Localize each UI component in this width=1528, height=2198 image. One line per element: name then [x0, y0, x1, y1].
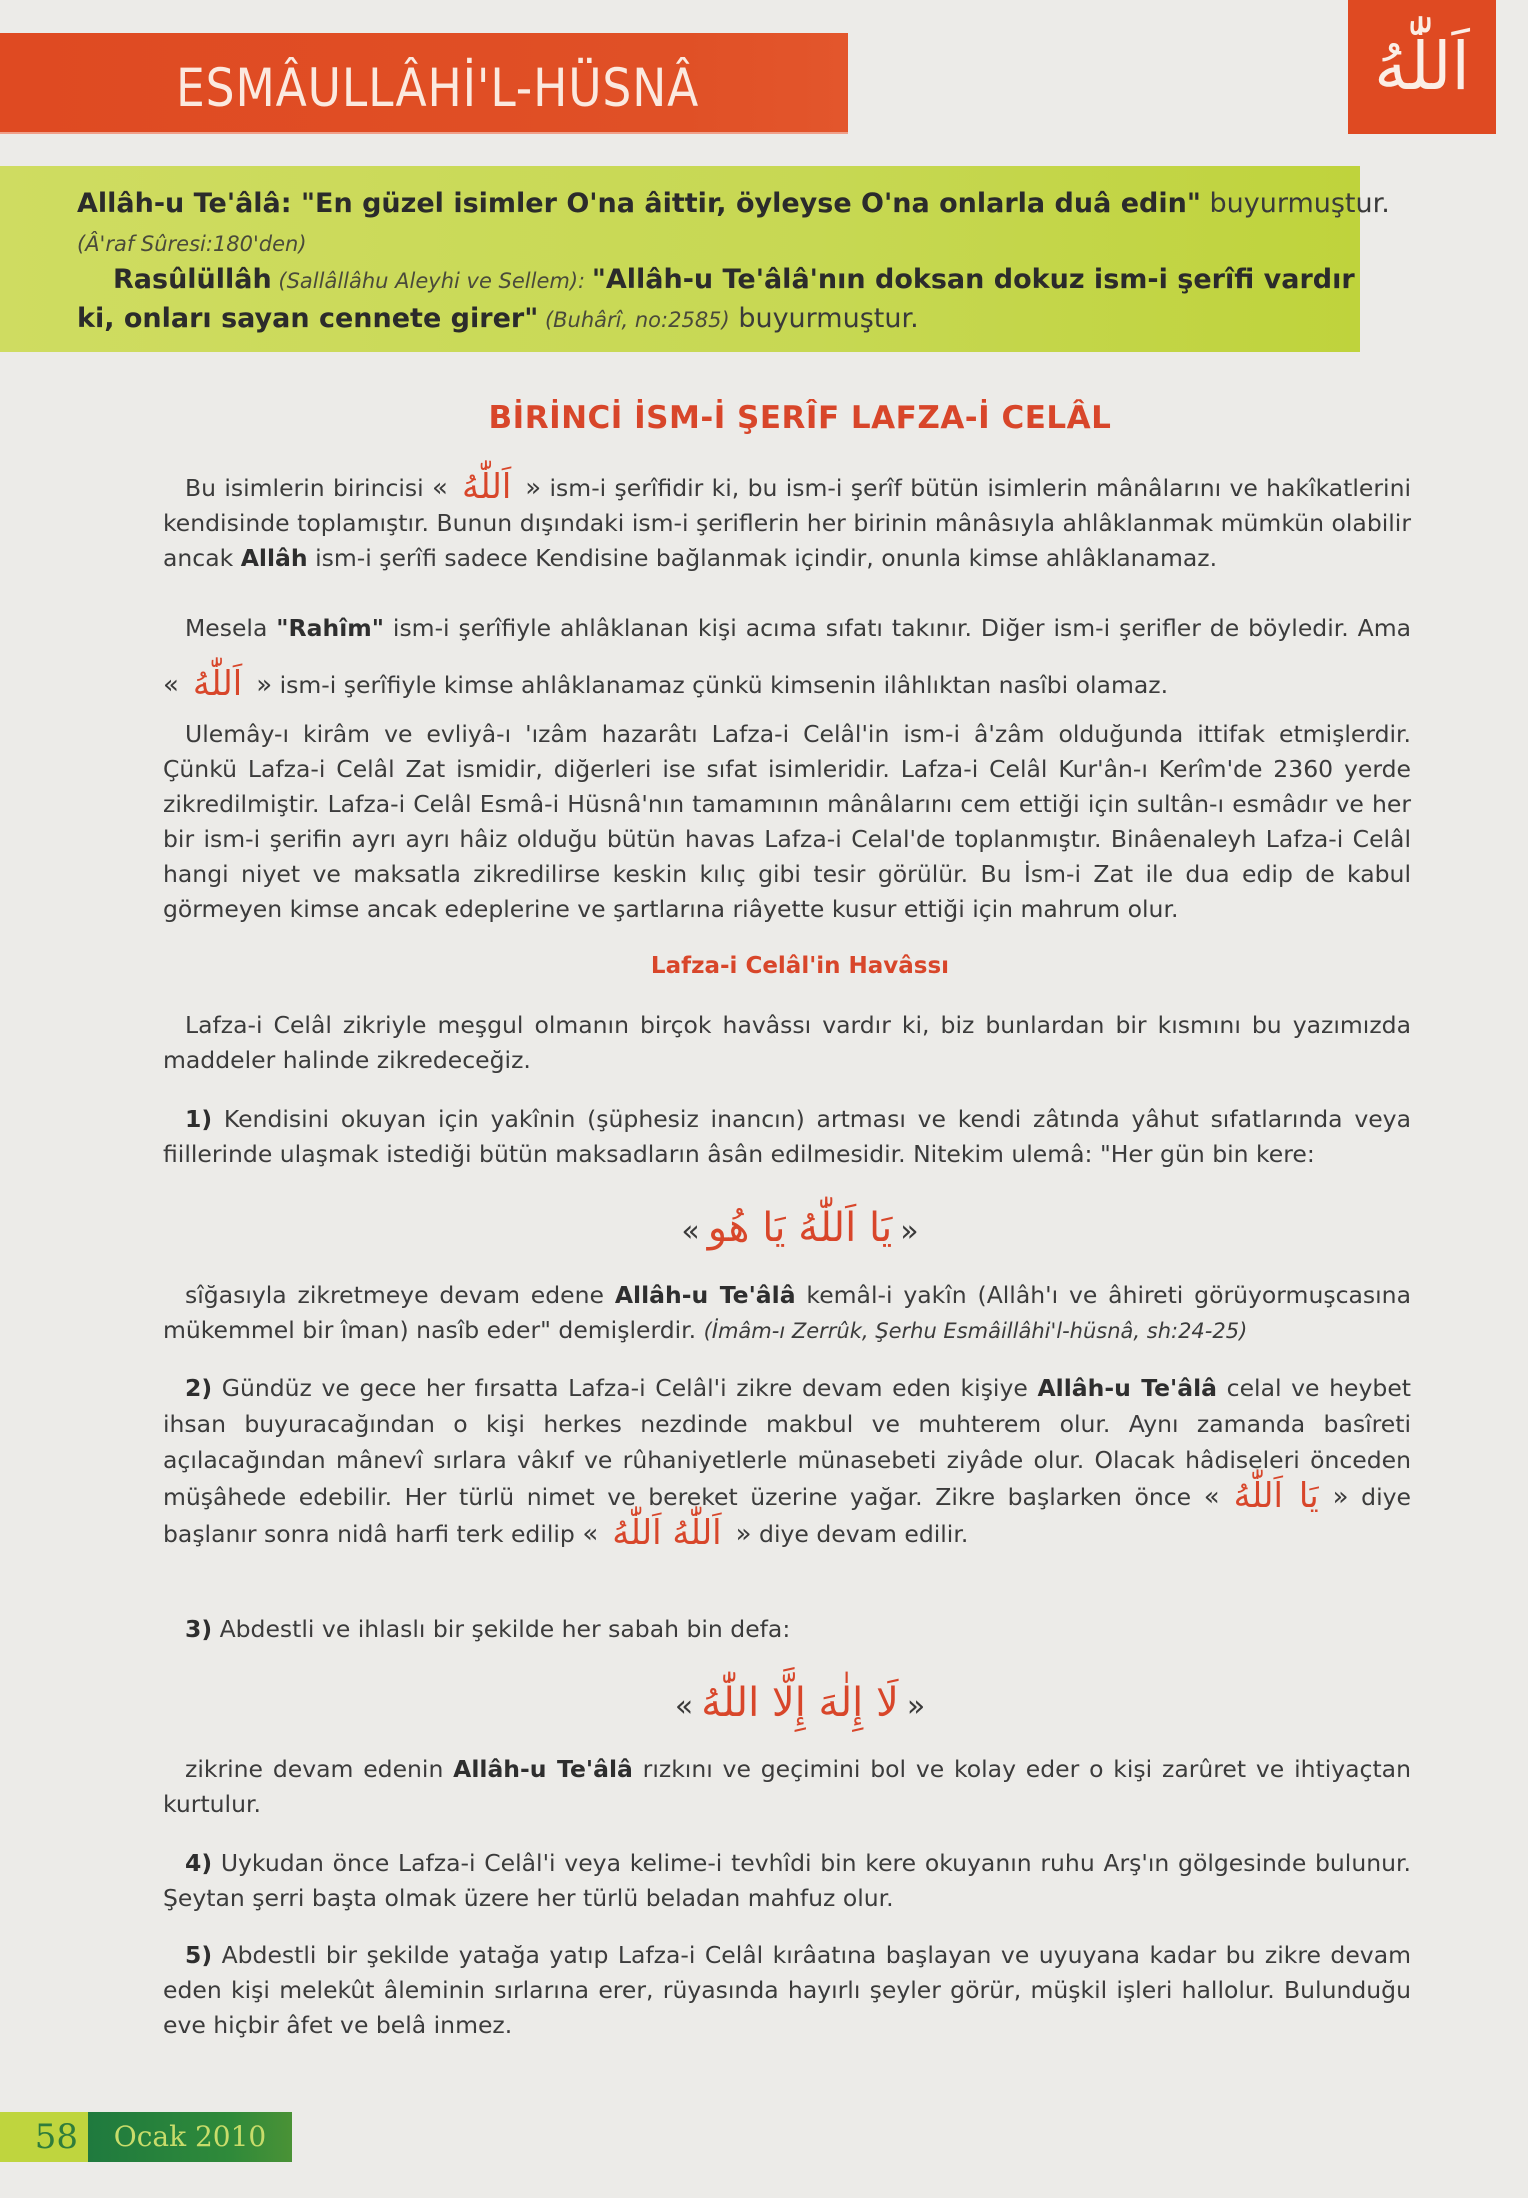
item-source: (İmâm-ı Zerrûk, Şerhu Esmâillâhi'l-hüsnâ, sh:24-25)	[703, 1319, 1248, 1343]
hadith-salawat: (Sallâllâhu Aleyhi ve Sellem):	[271, 269, 592, 293]
p1-text-a: Bu isimlerin birincisi	[185, 474, 424, 502]
intro-ayah-quote: Allâh-u Te'âlâ: "En güzel isimler O'na âittir, öyleyse O'na onlarla duâ edin"	[77, 188, 1201, 219]
p1-text-c: ism-i şerîfi sadece Kendisine bağlanmak içindir, onunla kimse ahlâklanamaz.	[307, 544, 1218, 572]
paragraph-3	[163, 717, 1411, 927]
quote-close: »	[256, 670, 273, 700]
issue-date: Ocak 2010	[88, 2112, 292, 2162]
list-item-1	[163, 1102, 1411, 1172]
item-text: Uykudan önce Lafza-i Celâl'i veya kelime-i tevhîdi bin kere okuyanın ruhu Arş'ın gölgesinde bulunur. Şeytan şerri başta olmak üzere her türlü beladan mahfuz olur.	[163, 1849, 1411, 1912]
quote-open: «	[432, 473, 448, 503]
hadith-quote-part1: "Allâh-u Te'âlâ'nın doksan dokuz ism-i şerîfi vardır	[591, 264, 1355, 295]
quote-open: «	[1203, 1482, 1220, 1512]
list-item-2	[163, 1370, 1411, 1552]
hadith-source: (Buhârî, no:2585)	[538, 308, 730, 332]
intro-ayah-source	[77, 227, 307, 258]
item-text: diye devam edilir.	[759, 1520, 969, 1548]
arabic-ya-allah-ya-hu: يَا اَللّٰهُ يَا هُو	[707, 1205, 893, 1251]
intro-hadith-line2	[77, 303, 919, 334]
ayah-source-text: (Â'raf Sûresi:180'den)	[77, 232, 307, 256]
quote-close: »	[906, 1689, 926, 1724]
item-number: 1)	[185, 1105, 213, 1133]
item-text: Kendisini okuyan için yakînin (şüphesiz inancın) artması ve kendi zâtında yâhut sıfatlarında veya fiillerinde ulaşmak istediği bütün maksadların âsân edilmesidir. Nitekim ulemâ: "Her gün bin kere:	[163, 1105, 1411, 1168]
paragraph-1	[163, 467, 1411, 576]
p3-text: Ulemây-ı kirâm ve evliyâ-ı 'ızâm hazarâtı Lafza-i Celâl'in ism-i â'zâm olduğunda ittifak etmişlerdir. Çünkü Lafza-i Celâl Zat ismidir, diğerleri ise sıfat isimleridir. Lafza-i Celâl Kur'ân-ı Kerîm'de 2360 yerde zikredilmiştir. Lafza-i Celâl Esmâ-i Hüsnâ'nın tamamının mânâlarını cem ettiği için sultân-ı esmâdır ve her bir ism-i şerifin ayrı ayrı hâiz olduğu bütün havas Lafza-i Celal'de toplanmıştır. Binâenaleyh Lafza-i Celâl hangi niyet ve maksatla zikredilirse keskin kılıç gibi tesir görülür. Bu İsm-i Zat ile dua edip de kabul görmeyen kimse ancak edeplerine ve şartlarına riâyette kusur ettiği için mahrum olur.	[163, 720, 1411, 923]
paragraph-4	[163, 1008, 1411, 1078]
list-item-3	[163, 1612, 1411, 1647]
allah-calligraphy-badge	[1348, 0, 1496, 134]
quote-close: »	[900, 1214, 919, 1249]
hadith-narrator: Rasûlüllâh	[113, 264, 272, 295]
item-text: celal ve heybet ihsan buyuracağından o kişi herkes nezdinde makbul ve muhterem olur. Aynı zamanda basîreti açılacağından mânevî sırlara vâkıf ve rûhaniyetlerle münasebeti ziyâde olur. Olacak hâdiseleri önceden müşâhede edebilir. Her türlü nimet ve bereket üzerine yağar. Zikre başlarken önce	[163, 1374, 1411, 1511]
quote-open: «	[681, 1214, 700, 1249]
arabic-allah: اَللّٰهُ	[192, 664, 243, 704]
section-title: BİRİNCİ İSM-İ ŞERÎF LAFZA-İ CELÂL	[488, 400, 1112, 436]
p2-text-a: Mesela	[185, 614, 277, 642]
item-bold: Allâh-u Te'âlâ	[453, 1755, 633, 1783]
p2-bold: "Rahîm"	[276, 614, 384, 642]
item-bold: Allâh-u Te'âlâ	[614, 1281, 796, 1309]
paragraph-2	[163, 600, 1411, 713]
item-text: Abdestli ve ihlaslı bir şekilde her sabah bin defa:	[212, 1615, 791, 1643]
quote-open: «	[163, 670, 179, 700]
quote-close: »	[1332, 1482, 1349, 1512]
item-text: Gündüz ve gece her fırsatta Lafza-i Celâl'i zikre devam eden kişiye	[212, 1374, 1038, 1402]
arabic-ya-allah: يَا اَللّٰهُ	[1233, 1476, 1319, 1516]
quote-close: »	[735, 1519, 752, 1549]
item-text: Abdestli bir şekilde yatağa yatıp Lafza-i Celâl kırâatına başlayan ve uyuyana kadar bu zikre devam eden kişi melekût âleminin sırlarına erer, rüyasında hayırlı şeyler görür, müşkil işleri hallolur. Bulunduğu eve hiçbir âfet ve belâ inmez.	[163, 1941, 1411, 2039]
quote-open: «	[674, 1689, 694, 1724]
page-title: ESMÂULLÂHİ'L-HÜSNÂ	[176, 58, 700, 119]
arabic-tawhid: لَا إِلٰهَ إِلَّا اللّٰهُ	[701, 1680, 899, 1726]
item-text: kemâl-i yakîn (Allâh'ı ve âhireti görüyormuşcasına mükemmel bir îman) nasîb eder" demişlerdir.	[163, 1281, 1411, 1344]
item-text: diye başlanır sonra nidâ harfi terk edilip	[163, 1483, 1411, 1548]
item-number: 2)	[185, 1374, 213, 1402]
item-text: zikrine devam edenin	[185, 1755, 454, 1783]
item-number: 3)	[185, 1615, 213, 1643]
item-text: sîğasıyla zikretmeye devam edene	[185, 1281, 615, 1309]
intro-ayah-end: buyurmuştur.	[1200, 188, 1390, 219]
page-number: 58	[0, 2112, 88, 2162]
intro-ayah-line	[77, 188, 1390, 219]
p1-text-b: ism-i şerîfidir ki, bu ism-i şerîf bütün isimlerin mânâlarını ve hakîkatlerini kendisinde toplamıştır. Bunun dışındaki ism-i şeriflerin her birinin mânâsıyla ahlâklanmak mümkün olabilir ancak	[163, 474, 1411, 572]
p2-text-c: ism-i şerîfiyle kimse ahlâklanamaz çünkü kimsenin ilâhlıktan nasîbi olamaz.	[279, 671, 1169, 699]
p1-bold: Allâh	[240, 544, 308, 572]
arabic-allah: اَللّٰهُ	[461, 467, 512, 507]
allah-calligraphy-icon: اَللّٰهُ	[1374, 28, 1470, 105]
arabic-dhikr-1	[0, 1205, 1528, 1251]
p2-text-b: ism-i şerîfiyle ahlâklanan kişi acıma sıfatı takınır. Diğer ism-i şerifler de böyledir. Ama	[384, 614, 1411, 642]
hadith-quote-part2: ki, onları sayan cennete girer"	[77, 303, 539, 334]
p4-text: Lafza-i Celâl zikriyle meşgul olmanın birçok havâssı vardır ki, biz bunlardan bir kısmını bu yazımızda maddeler halinde zikredeceğiz.	[163, 1011, 1411, 1074]
subsection-title: Lafza-i Celâl'in Havâssı	[650, 953, 950, 979]
arabic-allah-allah: اَللّٰهُ اَللّٰهُ	[612, 1513, 722, 1553]
intro-quote-box	[0, 166, 1390, 352]
item-number: 5)	[185, 1941, 213, 1969]
hadith-end: buyurmuştur.	[729, 303, 919, 334]
list-item-5	[163, 1938, 1411, 2043]
list-item-4	[163, 1846, 1411, 1916]
arabic-dhikr-3	[0, 1680, 1528, 1726]
item-text: rızkını ve geçimini bol ve kolay eder o kişi zarûret ve ihtiyaçtan kurtulur.	[163, 1755, 1411, 1818]
intro-hadith-line	[113, 264, 1355, 295]
item-number: 4)	[185, 1849, 213, 1877]
list-item-1-continued	[163, 1278, 1411, 1349]
list-item-3-continued	[163, 1752, 1411, 1822]
item-bold: Allâh-u Te'âlâ	[1037, 1374, 1218, 1402]
quote-close: »	[525, 473, 542, 503]
quote-open: «	[582, 1519, 599, 1549]
